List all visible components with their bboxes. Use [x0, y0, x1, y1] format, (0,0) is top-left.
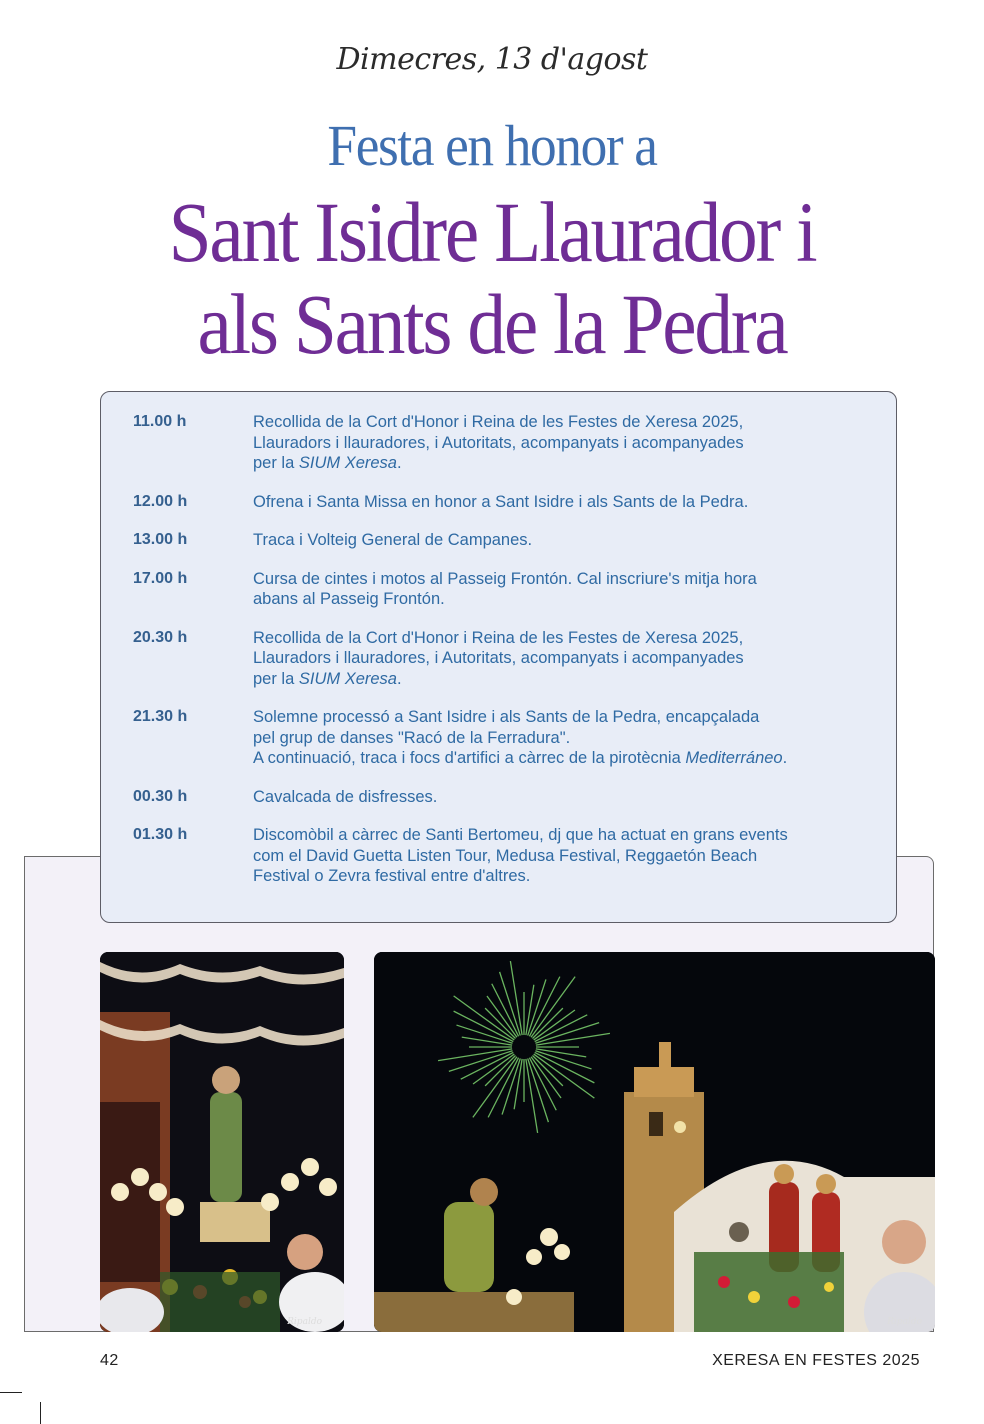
schedule-time: 21.30 h — [133, 708, 188, 725]
description-text: Llauradors i llauradores, i Autoritats, acompanyats i acompanyades — [253, 649, 744, 667]
schedule-description — [253, 412, 744, 474]
crop-mark — [40, 1402, 41, 1424]
schedule-row — [133, 787, 876, 808]
schedule-row — [133, 412, 876, 474]
description-text: per la — [253, 669, 299, 688]
schedule-time: 01.30 h — [133, 826, 188, 843]
description-text: Llauradors i llauradores, i Autoritats, acompanyats i acompanyades — [253, 433, 744, 452]
title-line-2: als Sants de la Pedra — [197, 276, 787, 372]
schedule-row — [133, 492, 876, 513]
schedule-row — [133, 530, 876, 551]
schedule-description — [253, 492, 748, 513]
schedule-time: 12.00 h — [133, 492, 188, 510]
crop-mark — [0, 1392, 22, 1393]
photo-signature-left: Ripaldo — [287, 1317, 322, 1327]
description-text: com el David Guetta Listen Tour, Medusa Festival, Reggaetón Beach — [253, 846, 758, 865]
description-text: Recollida de la Cort d'Honor i Reina de les Festes de Xeresa 2025, — [253, 413, 744, 431]
page-number: 42 — [100, 1352, 119, 1369]
description-text: Solemne processó a Sant Isidre i als Sants de la Pedra, encapçalada — [253, 708, 760, 726]
schedule-time: 13.00 h — [133, 531, 188, 548]
schedule-row — [133, 825, 876, 887]
schedule-row — [133, 569, 876, 610]
fireworks-illustration — [374, 952, 935, 1332]
schedule-row — [133, 628, 876, 690]
date-heading: Dimecres, 13 d'agost — [336, 42, 648, 77]
description-text: Discomòbil a càrrec de Santi Bertomeu, dj que ha actuat en grans events — [253, 826, 788, 844]
description-end: . — [396, 454, 402, 472]
description-text: pel grup de danses "Racó de la Ferradura". — [253, 728, 571, 747]
schedule-row — [133, 707, 876, 769]
description-text: Recollida de la Cort d'Honor i Reina de les Festes de Xeresa 2025, — [253, 628, 744, 647]
page-title — [49, 186, 935, 370]
description-end: . — [782, 749, 788, 767]
schedule-time: 17.00 h — [133, 569, 188, 587]
description-text: abans al Passeig Frontón. — [253, 590, 445, 608]
schedule-description — [253, 707, 787, 769]
schedule-description — [253, 787, 437, 808]
schedule-time: 11.00 h — [133, 413, 187, 430]
description-text: Traca i Volteig General de Campanes. — [253, 531, 533, 549]
description-text: Cavalcada de disfresses. — [253, 787, 438, 806]
schedule-description — [253, 569, 757, 610]
photo-fireworks-church — [374, 952, 935, 1332]
pre-title: Festa en honor a — [327, 113, 657, 178]
description-text: Festival o Zevra festival entre d'altres. — [253, 867, 531, 885]
publication-name: XERESA EN FESTES 2025 — [712, 1352, 920, 1369]
description-text: Ofrena i Santa Missa en honor a Sant Isidre i als Sants de la Pedra. — [253, 492, 749, 511]
description-text: per la — [253, 454, 299, 472]
description-italic: Mediterráneo — [685, 749, 783, 767]
schedule-time: 20.30 h — [133, 628, 188, 646]
schedule-box — [100, 391, 897, 923]
schedule-description — [253, 825, 788, 887]
description-text: A continuació, traca i focs d'artifici a càrrec de la pirotècnia — [253, 749, 686, 767]
description-italic: SIUM Xeresa — [298, 669, 397, 688]
description-text: Cursa de cintes i motos al Passeig Frontón. Cal inscriure's mitja hora — [253, 569, 757, 588]
schedule-time: 00.30 h — [133, 787, 188, 805]
procession-illustration — [100, 952, 344, 1332]
schedule-description — [253, 530, 532, 551]
description-italic: SIUM Xeresa — [298, 454, 397, 472]
title-line-1: Sant Isidre Llaurador i — [168, 184, 816, 280]
photo-signature-right: Ripaldo — [887, 1317, 922, 1327]
description-end: . — [396, 669, 402, 688]
schedule-description — [253, 628, 744, 690]
photo-saint-procession — [100, 952, 344, 1332]
